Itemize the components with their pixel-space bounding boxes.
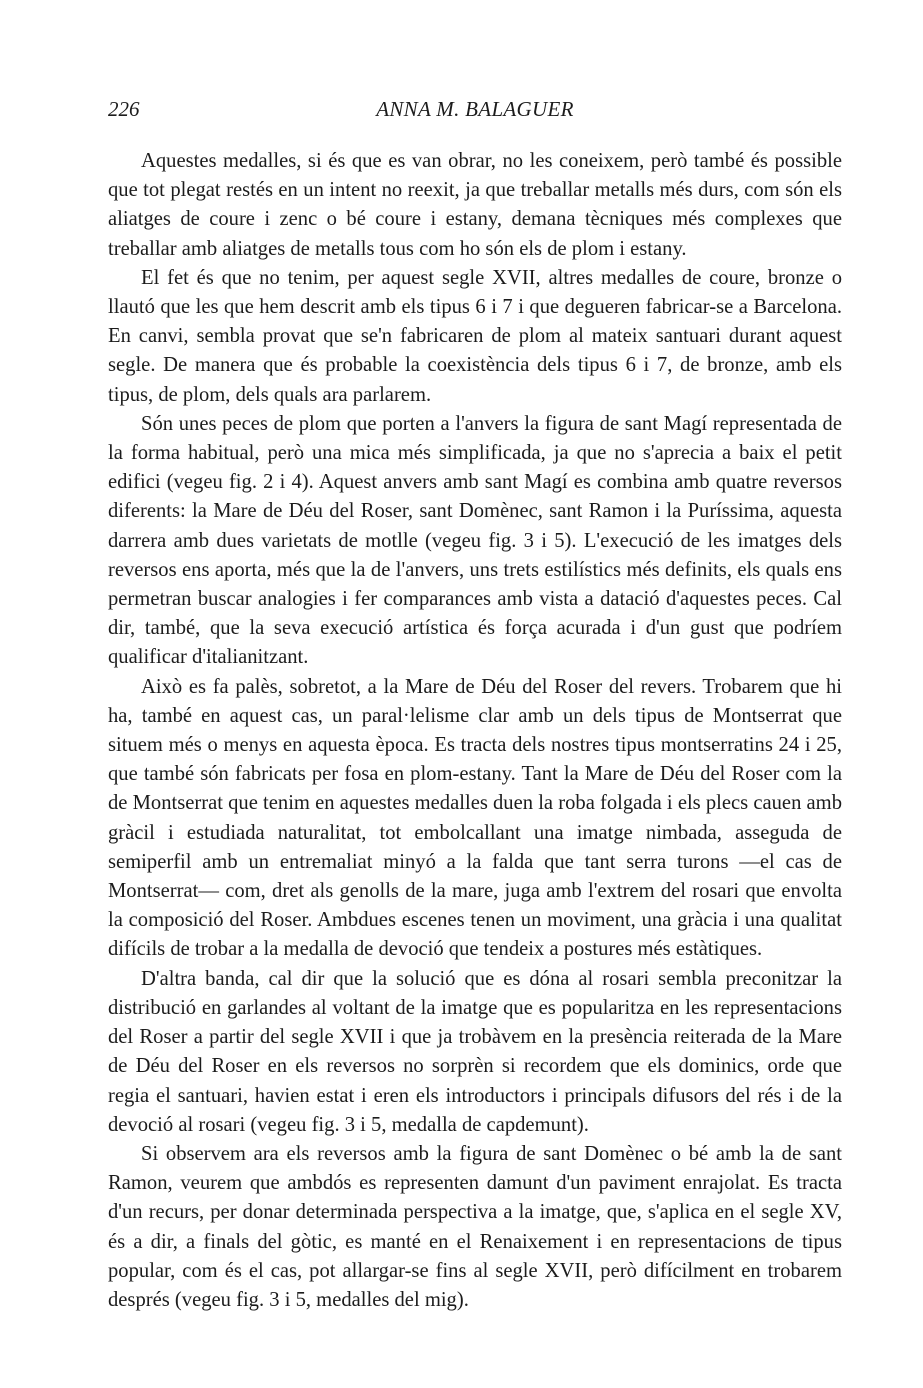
paragraph-2: El fet és que no tenim, per aquest segle XVII, altres medalles de coure, bronze o llautó que les que hem descrit amb els tipus 6 i 7 i que degueren fabricar-se a Barcelona. En canvi, sembla provat que se'n fabricaren de plom al mateix santuari durant aquest segle. De manera que és probable la coexistència dels tipus 6 i 7, de bronze, amb els tipus, de plom, dels quals ara parlarem. (108, 266, 842, 406)
page-number: 226 (108, 97, 140, 121)
paragraph-4: Això es fa palès, sobretot, a la Mare de Déu del Roser del revers. Trobarem que hi ha, també en aquest cas, un paral·lelisme clar amb un dels tipus de Montserrat que situem més o menys en aquesta època. Es tracta dels nostres tipus montserratins 24 i 25, que també són fabricats per fosa en plom-estany. Tant la Mare de Déu del Roser com la de Montserrat que tenim en aquestes medalles duen la roba folgada i els plecs cauen amb gràcil i estudiada naturalitat, tot embolcallant una imatge nimbada, asseguda de semiperfil amb un entremaliat minyó a la falda que tant serra turons —el cas de Montserrat— com, dret als genolls de la mare, juga amb l'extrem del rosari que envolta la composició del Roser. Ambdues escenes tenen un moviment, una gràcia i una qualitat difícils de trobar a la medalla de devoció que tendeix a postures més estàtiques. (108, 675, 842, 961)
paragraph-5: D'altra banda, cal dir que la solució que es dóna al rosari sembla preconitzar la distribució en garlandes al voltant de la imatge que es popularitza en les representacions del Roser a partir del segle XVII i que ja trobàvem en la presència reiterada de la Mare de Déu del Roser en els reversos no sorprèn si recordem que els dominics, orde que regia el santuari, havien estat i eren els introductors i principals difusors del rés i de la devoció al rosari (vegeu fig. 3 i 5, medalla de capdemunt). (108, 967, 842, 1136)
paragraph-6: Si observem ara els reversos amb la figura de sant Domènec o bé amb la de sant Ramon, veurem que ambdós es representen damunt d'un paviment enrajolat. Es tracta d'un recurs, per donar determinada perspectiva a la imatge, que, s'aplica en el segle XV, és a dir, a finals del gòtic, es manté en el Renaixement i en representacions de tipus popular, com és el cas, pot allargar-se fins al segle XVII, però difícilment en trobarem després (vegeu fig. 3 i 5, medalles del mig). (108, 1142, 842, 1311)
body-text (108, 147, 842, 1315)
paragraph-3: Són unes peces de plom que porten a l'anvers la figura de sant Magí representada de la forma habitual, però una mica més simplificada, ja que no s'aprecia a baix el petit edifici (vegeu fig. 2 i 4). Aquest anvers amb sant Magí es combina amb quatre reversos diferents: la Mare de Déu del Roser, sant Domènec, sant Ramon i la Puríssima, aquesta darrera amb dues varietats de motlle (vegeu fig. 3 i 5). L'execució de les imatges dels reversos ens aporta, més que la de l'anvers, uns trets estilístics més definits, els quals ens permetran buscar analogies i fer comparances amb vista a datació d'aquestes peces. Cal dir, també, que la seva execució artística és força acurada i d'un gust que podríem qualificar d'italianitzant. (108, 412, 842, 669)
paragraph-1: Aquestes medalles, si és que es van obrar, no les coneixem, però també és possible que tot plegat restés en un intent no reexit, ja que treballar metalls més durs, com són els aliatges de coure i zenc o bé coure i estany, demana tècniques més complexes que treballar amb aliatges de metalls tous com ho són els de plom i estany. (108, 150, 842, 260)
page-header (108, 92, 842, 126)
running-head-author: ANNA M. BALAGUER (376, 97, 574, 121)
